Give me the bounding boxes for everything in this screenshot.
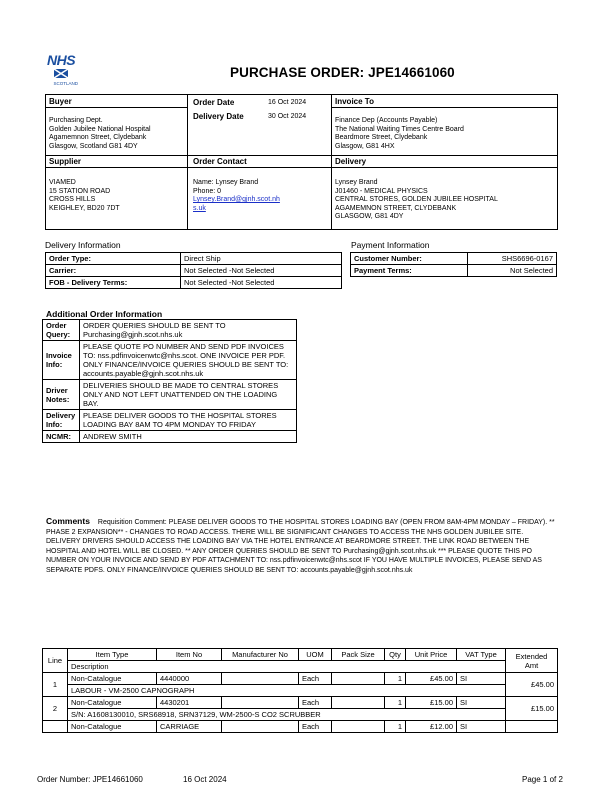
item-no: 4440000 xyxy=(157,673,222,685)
uom: Each xyxy=(299,721,332,733)
item-type: Non-Catalogue xyxy=(68,697,157,709)
additional-value: ORDER QUERIES SHOULD BE SENT TO Purchasing@gjnh.scot.nhs.uk xyxy=(80,320,297,341)
invoice-to-address xyxy=(335,117,464,151)
comments-block xyxy=(46,517,556,575)
col-description: Description xyxy=(68,661,506,673)
line-items-header xyxy=(43,649,558,661)
supplier-line: CROSS HILLS xyxy=(49,196,96,204)
supplier-line: VIAMED xyxy=(49,179,76,186)
table-row xyxy=(43,431,297,443)
table-row xyxy=(43,685,558,697)
pack-size xyxy=(332,721,385,733)
item-no: 4430201 xyxy=(157,697,222,709)
table-row xyxy=(43,709,558,721)
qty: 1 xyxy=(385,721,406,733)
table-row xyxy=(43,380,297,410)
supplier-line: KEIGHLEY, BD20 7DT xyxy=(49,204,120,212)
delivery-line: GLASGOW, G81 4DY xyxy=(335,213,404,221)
supplier-address xyxy=(49,179,120,213)
delivery-info-label: Order Type: xyxy=(46,253,181,265)
buyer-line: Agamemnon Street, Clydebank xyxy=(49,134,147,142)
col-pack-size: Pack Size xyxy=(332,649,385,661)
additional-value: ANDREW SMITH xyxy=(80,431,297,443)
pack-size xyxy=(332,673,385,685)
item-type: Non-Catalogue xyxy=(68,721,157,733)
col-manufacturer: Manufacturer No xyxy=(222,649,299,661)
invoice-to-heading: Invoice To xyxy=(335,97,374,106)
item-description: S/N: A1608130010, SRS68918, SRN37129, WM-2500-S CO2 SCRUBBER xyxy=(68,709,506,721)
contact-phone: Phone: 0 xyxy=(193,187,222,195)
comments-heading: Comments xyxy=(46,516,90,526)
delivery-info-value: Direct Ship xyxy=(181,253,342,265)
payment-info-table xyxy=(350,252,557,277)
footer-order-number: Order Number: JPE14661060 xyxy=(37,775,143,784)
vat-type: SI xyxy=(457,721,506,733)
additional-info-table xyxy=(42,319,297,443)
additional-label: Delivery Info: xyxy=(43,410,80,431)
delivery-date-label: Delivery Date xyxy=(193,112,244,121)
delivery-info-table xyxy=(45,252,342,289)
nhs-logo-scotland: SCOTLAND xyxy=(53,81,78,86)
pack-size xyxy=(332,697,385,709)
table-row xyxy=(351,253,557,265)
payment-info-value: Not Selected xyxy=(468,265,557,277)
buyer-line: Purchasing Dept. xyxy=(49,117,103,124)
col-line: Line xyxy=(43,649,68,673)
contact-email-link[interactable]: Lynsey.Brand@gjnh.scot.nh xyxy=(193,196,280,204)
invoice-line: Beardmore Street, Clydebank xyxy=(335,134,428,142)
vat-type: SI xyxy=(457,697,506,709)
delivery-heading: Delivery xyxy=(335,157,367,166)
line-number xyxy=(43,721,68,733)
contact-name: Name: Lynsey Brand xyxy=(193,179,259,186)
table-row xyxy=(46,253,342,265)
delivery-line: AGAMEMNON STREET, CLYDEBANK xyxy=(335,204,457,212)
table-row xyxy=(46,277,342,289)
item-description: LABOUR - VM-2500 CAPNOGRAPH xyxy=(68,685,506,697)
item-type: Non-Catalogue xyxy=(68,673,157,685)
table-row xyxy=(43,721,558,733)
qty: 1 xyxy=(385,673,406,685)
payment-info-label: Payment Terms: xyxy=(351,265,468,277)
col-vat-type: VAT Type xyxy=(457,649,506,661)
payment-info-label: Customer Number: xyxy=(351,253,468,265)
order-contact-heading: Order Contact xyxy=(193,157,247,166)
buyer-line: Golden Jubilee National Hospital xyxy=(49,125,151,133)
unit-price: £12.00 xyxy=(406,721,457,733)
vat-type: SI xyxy=(457,673,506,685)
nhs-logo xyxy=(44,52,78,90)
invoice-line: Glasgow, G81 4HX xyxy=(335,142,395,150)
table-row xyxy=(43,341,297,380)
buyer-heading: Buyer xyxy=(49,97,72,106)
table-row xyxy=(351,265,557,277)
extended-amount xyxy=(506,721,558,733)
table-row xyxy=(43,697,558,709)
additional-label: NCMR: xyxy=(43,431,80,443)
table-row xyxy=(43,320,297,341)
saltire-icon xyxy=(44,68,78,80)
col-item-no: Item No xyxy=(157,649,222,661)
additional-label: Driver Notes: xyxy=(43,380,80,410)
supplier-line: 15 STATION ROAD xyxy=(49,187,111,195)
manufacturer-no xyxy=(222,721,299,733)
delivery-line: J01460 - MEDICAL PHYSICS xyxy=(335,187,428,195)
order-contact-details xyxy=(193,179,280,213)
additional-label: Order Query: xyxy=(43,320,80,341)
delivery-info-title: Delivery Information xyxy=(45,240,121,250)
line-number: 2 xyxy=(43,697,68,721)
manufacturer-no xyxy=(222,673,299,685)
col-extended: Extended Amt xyxy=(506,649,558,673)
unit-price: £15.00 xyxy=(406,697,457,709)
delivery-address xyxy=(335,179,498,222)
uom: Each xyxy=(299,697,332,709)
manufacturer-no xyxy=(222,697,299,709)
col-unit-price: Unit Price xyxy=(406,649,457,661)
delivery-info-value: Not Selected -Not Selected xyxy=(181,265,342,277)
payment-info-title: Payment Information xyxy=(351,240,430,250)
comments-text: Requisition Comment: PLEASE DELIVER GOODS TO THE HOSPITAL STORES LOADING BAY (OPEN FROM 8AM-4PM MONDAY – FRIDAY). ** PHASE 2 EXPANSION** - CHANGES TO ROAD ACCESS. THERE WILL BE SIGNIFICANT CHANGES TO ACCESS THE NHS GOLDEN JUBILEE SITE. DELIVERY DRIVERS SHOULD ACCESS THE LOADING BAY VIA THE HOTEL ENTRANCE AT BEARDMORE STREET. THE LINK ROAD BETWEEN THE HOSPITAL AND HOTEL WILL BE CLOSED. ** ANY ORDER QUERIES SHOULD BE SENT TO Purchasing@gjnh.scot.nhs.uk *** PLEASE QUOTE THIS PO NUMBER ON YOUR INVOICE AND SEND BY PDF ATTACHMENT TO: nss.pdfinvoicenwtc@nhs.scot IF YOU HAVE MULTIPLE INVOICES, PLEASE SEND AS SEPARATE PDFS. ONLY FINANCE/INVOICE QUERIES SHOULD BE SENT TO: accounts.payable@gjnh.scot.nhs.uk xyxy=(46,519,555,574)
header-block xyxy=(45,94,558,230)
delivery-line: Lynsey Brand xyxy=(335,179,378,186)
qty: 1 xyxy=(385,697,406,709)
delivery-info-value: Not Selected -Not Selected xyxy=(181,277,342,289)
footer-page-number: Page 1 of 2 xyxy=(522,775,563,784)
line-items-subheader xyxy=(43,661,558,673)
buyer-line: Glasgow, Scotland G81 4DY xyxy=(49,142,138,150)
unit-price: £45.00 xyxy=(406,673,457,685)
order-date-value: 16 Oct 2024 xyxy=(268,99,307,106)
line-items-table xyxy=(42,648,558,733)
line-number: 1 xyxy=(43,673,68,697)
col-uom: UOM xyxy=(299,649,332,661)
nhs-logo-mark: NHS xyxy=(46,52,76,68)
page-title: PURCHASE ORDER: JPE14661060 xyxy=(230,65,455,80)
extended-amount: £45.00 xyxy=(506,673,558,697)
invoice-line: The National Waiting Times Centre Board xyxy=(335,125,464,133)
invoice-line: Finance Dep (Accounts Payable) xyxy=(335,117,438,124)
delivery-date-value: 30 Oct 2024 xyxy=(268,113,307,120)
order-date-label: Order Date xyxy=(193,98,235,107)
additional-value: PLEASE QUOTE PO NUMBER AND SEND PDF INVOICES TO: nss.pdfinvoicenwtc@nhs.scot. ONE INVOICE PER PDF. ONLY FINANCE/INVOICE QUERIES SHOULD BE SENT TO: accounts.payable@gjnh.scot.nhs.uk xyxy=(80,341,297,380)
item-no: CARRIAGE xyxy=(157,721,222,733)
col-qty: Qty xyxy=(385,649,406,661)
delivery-info-label: Carrier: xyxy=(46,265,181,277)
uom: Each xyxy=(299,673,332,685)
additional-info-title: Additional Order Information xyxy=(46,309,163,319)
additional-label: Invoice Info: xyxy=(43,341,80,380)
contact-email-link-cont[interactable]: s.uk xyxy=(193,204,206,212)
table-row xyxy=(43,673,558,685)
additional-value: DELIVERIES SHOULD BE MADE TO CENTRAL STORES ONLY AND NOT LEFT UNATTENDED ON THE LOADING BAY. xyxy=(80,380,297,410)
buyer-address xyxy=(49,117,151,151)
payment-info-value: SHS6696-0167 xyxy=(468,253,557,265)
col-item-type: Item Type xyxy=(68,649,157,661)
table-row xyxy=(43,410,297,431)
extended-amount: £15.00 xyxy=(506,697,558,721)
table-row xyxy=(46,265,342,277)
additional-value: PLEASE DELIVER GOODS TO THE HOSPITAL STORES LOADING BAY 8AM TO 4PM MONDAY TO FRIDAY xyxy=(80,410,297,431)
supplier-heading: Supplier xyxy=(49,157,82,166)
delivery-line: CENTRAL STORES, GOLDEN JUBILEE HOSPITAL xyxy=(335,196,498,204)
delivery-info-label: FOB - Delivery Terms: xyxy=(46,277,181,289)
footer-date: 16 Oct 2024 xyxy=(183,775,227,784)
